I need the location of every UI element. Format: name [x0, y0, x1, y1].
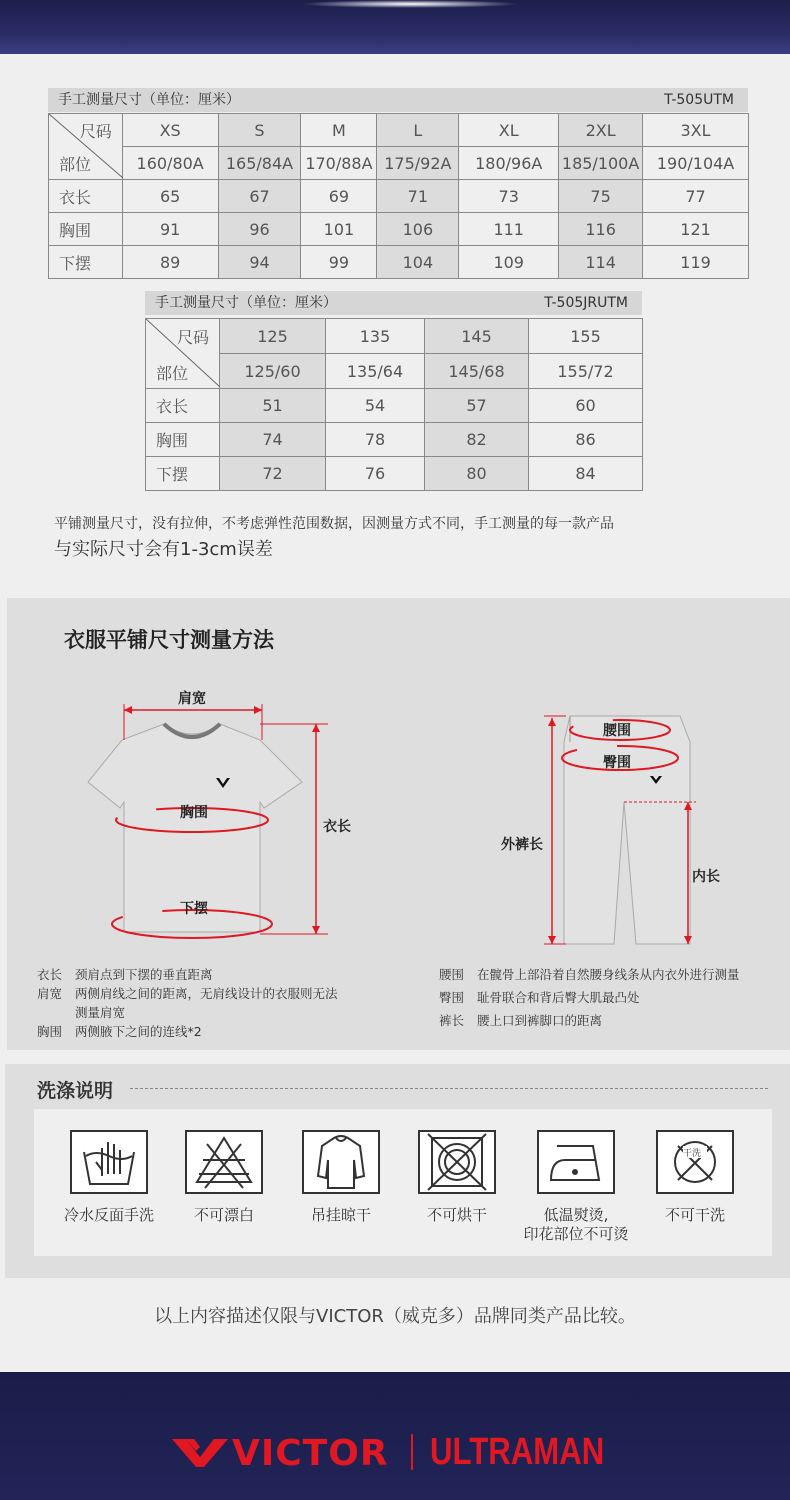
hand-wash-icon [70, 1130, 148, 1194]
table-cell: 96 [218, 213, 301, 246]
outseam-label: 外裤长 [501, 837, 543, 853]
table-cell: 94 [218, 246, 301, 279]
table-cell: 74 [220, 423, 326, 457]
table-cell: 119 [643, 246, 749, 279]
hip-label: 臀围 [603, 755, 631, 771]
size-cell: 155 [529, 319, 643, 354]
desc-key: 衣长 [37, 967, 63, 982]
wash-label-line: 低温熨烫, [543, 1206, 609, 1224]
junior-table-header [145, 291, 642, 315]
table-cell: 82 [425, 423, 529, 457]
spec-cell: 125/60 [220, 354, 326, 389]
table-cell: 111 [459, 213, 559, 246]
table-cell: 106 [377, 213, 459, 246]
table-row [49, 213, 749, 246]
wash-label: 不可干洗 [664, 1206, 725, 1224]
size-cell: M [301, 114, 377, 147]
shirt-measure-notes [37, 965, 338, 1041]
table-cell: 114 [559, 246, 643, 279]
ultraman-logo: ULTRAMAN [430, 1431, 605, 1473]
table-cell: 86 [529, 423, 643, 457]
junior-size-table [145, 318, 643, 491]
table-cell: 75 [559, 180, 643, 213]
table-cell: 72 [220, 457, 326, 491]
shoulder-label: 肩宽 [178, 691, 206, 707]
spec-cell: 160/80A [122, 147, 218, 180]
corner-header [49, 114, 123, 180]
row-label: 下摆 [146, 457, 220, 491]
pants-diagram [540, 712, 720, 952]
spec-cell: 180/96A [459, 147, 559, 180]
table-cell: 109 [459, 246, 559, 279]
size-cell: L [377, 114, 459, 147]
spec-cell: 170/88A [301, 147, 377, 180]
table-cell: 84 [529, 457, 643, 491]
size-cell: 3XL [643, 114, 749, 147]
corner-header [146, 319, 220, 389]
part-header: 部位 [59, 155, 92, 174]
spec-cell: 145/68 [425, 354, 529, 389]
table-cell: 101 [301, 213, 377, 246]
part-header: 部位 [156, 364, 189, 383]
table-row [49, 180, 749, 213]
no-dry-clean-icon [656, 1130, 734, 1194]
size-cell: 145 [425, 319, 529, 354]
table-row [146, 423, 643, 457]
desc-key: 裤长 [439, 1013, 465, 1028]
size-cell: S [218, 114, 301, 147]
table-cell: 51 [220, 389, 326, 423]
junior-table-title: 手工测量尺寸（单位：厘米） [155, 295, 337, 311]
table-cell: 78 [326, 423, 425, 457]
no-tumble-dry-icon [418, 1130, 496, 1194]
waist-label: 腰围 [603, 723, 631, 739]
desc-text: 两侧腋下之间的连线*2 [75, 1024, 202, 1039]
size-cell: 135 [326, 319, 425, 354]
row-label: 衣长 [49, 180, 123, 213]
disclaimer: 以上内容描述仅限与VICTOR（威克多）品牌同类产品比较。 [154, 1306, 636, 1327]
size-header: 尺码 [79, 122, 112, 141]
length-label: 衣长 [323, 819, 351, 835]
spec-cell: 190/104A [643, 147, 749, 180]
spec-cell: 135/64 [326, 354, 425, 389]
chest-label: 胸围 [180, 805, 208, 821]
hang-dry-icon [302, 1130, 380, 1194]
row-label: 胸围 [49, 213, 123, 246]
table-row [49, 246, 749, 279]
wash-label: 冷水反面手洗 [63, 1206, 154, 1224]
desc-key: 肩宽 [37, 986, 63, 1001]
spec-cell: 175/92A [377, 147, 459, 180]
banner-glow [300, 0, 520, 8]
table-cell: 60 [529, 389, 643, 423]
desc-text: 耻骨联合和背后臀大肌最凸处 [477, 990, 640, 1005]
table-cell: 121 [643, 213, 749, 246]
desc-text: 测量肩宽 [75, 1005, 126, 1020]
junior-table-code: T-505JRUTM [544, 295, 628, 311]
victor-mark-icon [172, 1437, 228, 1469]
brand-footer [0, 1372, 790, 1500]
wash-label: 不可漂白 [193, 1206, 254, 1224]
adult-table-header [48, 88, 748, 112]
table-row [146, 457, 643, 491]
desc-key: 胸围 [37, 1024, 63, 1039]
desc-text: 在髋骨上部沿着自然腰身线条从内衣外进行测量 [477, 967, 740, 982]
logo-divider [411, 1434, 413, 1470]
wash-title: 洗涤说明 [37, 1080, 114, 1102]
measurement-tolerance: 与实际尺寸会有1-3cm误差 [54, 539, 273, 560]
desc-text: 腰上口到裤脚口的距离 [477, 1013, 603, 1028]
spec-cell: 185/100A [559, 147, 643, 180]
row-label: 下摆 [49, 246, 123, 279]
table-cell: 73 [459, 180, 559, 213]
top-banner [0, 0, 790, 54]
table-cell: 54 [326, 389, 425, 423]
victor-logo: VICTOR [232, 1433, 389, 1474]
adult-size-table [48, 113, 749, 279]
desc-key: 腰围 [439, 967, 465, 982]
table-cell: 91 [122, 213, 218, 246]
size-cell: XS [122, 114, 218, 147]
dry-clean-icon-text: 干洗 [683, 1149, 702, 1159]
size-cell: XL [459, 114, 559, 147]
table-cell: 65 [122, 180, 218, 213]
table-cell: 99 [301, 246, 377, 279]
table-cell: 67 [218, 180, 301, 213]
row-label: 衣长 [146, 389, 220, 423]
spec-cell: 165/84A [218, 147, 301, 180]
desc-key: 臀围 [439, 990, 465, 1005]
spec-cell: 155/72 [529, 354, 643, 389]
table-cell: 116 [559, 213, 643, 246]
table-cell: 89 [122, 246, 218, 279]
size-cell: 125 [220, 319, 326, 354]
wash-divider [130, 1088, 768, 1089]
inseam-label: 内长 [692, 869, 720, 885]
wash-label-line: 印花部位不可烫 [523, 1225, 629, 1243]
table-cell: 57 [425, 389, 529, 423]
table-cell: 80 [425, 457, 529, 491]
low-iron-icon [537, 1130, 615, 1194]
table-cell: 69 [301, 180, 377, 213]
wash-label: 不可烘干 [426, 1206, 487, 1224]
size-cell: 2XL [559, 114, 643, 147]
table-cell: 71 [377, 180, 459, 213]
pants-measure-notes [439, 965, 740, 1030]
row-label: 胸围 [146, 423, 220, 457]
adult-table-title: 手工测量尺寸（单位：厘米） [58, 92, 240, 108]
wash-label: 吊挂晾干 [310, 1206, 371, 1224]
measure-title: 衣服平铺尺寸测量方法 [64, 628, 274, 652]
hem-label: 下摆 [180, 901, 208, 917]
size-header: 尺码 [176, 328, 209, 347]
no-bleach-icon [185, 1130, 263, 1194]
desc-text: 颈肩点到下摆的垂直距离 [75, 967, 213, 982]
table-cell: 104 [377, 246, 459, 279]
table-cell: 76 [326, 457, 425, 491]
desc-text: 两侧肩线之间的距离，无肩线设计的衣服则无法 [75, 986, 338, 1001]
adult-table-code: T-505UTM [664, 92, 734, 108]
table-cell: 77 [643, 180, 749, 213]
measurement-note: 平铺测量尺寸，没有拉伸，不考虑弹性范围数据，因测量方式不同，手工测量的每一款产品 [54, 516, 614, 532]
table-row [146, 389, 643, 423]
